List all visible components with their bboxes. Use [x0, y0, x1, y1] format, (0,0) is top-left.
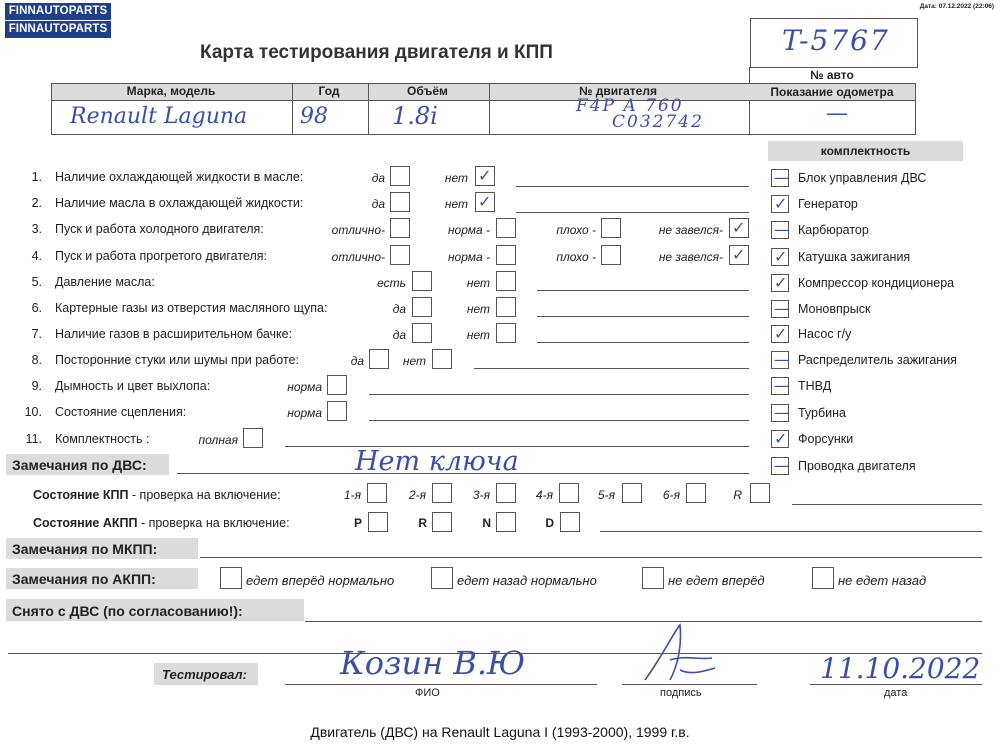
date-stamp: Дата: 07.12.2022 (22:06)	[919, 3, 994, 10]
akpp-backward-ok-checkbox[interactable]	[431, 567, 453, 589]
q8-yes-checkbox[interactable]	[369, 349, 389, 369]
q7-opt-no-label: нет	[466, 328, 490, 342]
q1-text: Наличие охлаждающей жидкости в масле:	[55, 170, 304, 184]
kpp-note-line	[792, 504, 982, 505]
logo-secondary: FINNAUTOPARTS	[5, 21, 111, 38]
kit-item-ecu-mark: —	[774, 168, 790, 187]
q4-normal-checkbox[interactable]	[496, 245, 516, 265]
q5-text: Давление масла:	[55, 275, 155, 289]
logo: FINNAUTOPARTS	[5, 3, 111, 20]
q1-num: 1.	[31, 170, 42, 184]
q8-num: 8.	[31, 353, 42, 367]
removed-label: Снято с ДВС (по согласованию!):	[12, 603, 243, 619]
q2-num: 2.	[31, 196, 42, 210]
q2-yes-checkbox[interactable]	[390, 192, 410, 212]
kpp-gear-6-label: 6-я	[662, 488, 680, 502]
q3-opt-nostart-label: не завелся-	[658, 223, 723, 237]
q1-check-mark: ✓	[478, 166, 492, 185]
page-title: Карта тестирования двигателя и КПП	[200, 42, 553, 63]
kit-item-tnvd-label: ТНВД	[798, 379, 832, 393]
q3-opt-excellent-label: отлично-	[331, 223, 385, 237]
q3-excellent-checkbox[interactable]	[390, 218, 410, 238]
akpp-gear-r-checkbox[interactable]	[432, 512, 452, 532]
tester-line	[285, 684, 597, 685]
remarks-mkpp-label: Замечания по МКПП:	[12, 541, 158, 557]
q11-text: Комплектность :	[55, 432, 150, 446]
q3-num: 3.	[31, 222, 42, 236]
kpp-gear-2-label: 2-я	[408, 488, 426, 502]
akpp-gear-r-label: R	[418, 516, 427, 530]
q8-note-line	[474, 368, 749, 369]
kpp-gear-r-label: R	[733, 488, 742, 502]
q11-full-checkbox[interactable]	[243, 428, 263, 448]
akpp-gear-d-label: D	[545, 516, 554, 530]
q5-yes-checkbox[interactable]	[412, 271, 432, 291]
q10-note-line	[369, 420, 749, 421]
q2-note-line	[516, 212, 749, 213]
q8-text: Посторонние стуки или шумы при работе:	[55, 353, 299, 367]
q1-opt-no-label: нет	[444, 171, 468, 185]
q7-note-line	[537, 342, 749, 343]
q3-text: Пуск и работа холодного двигателя:	[55, 222, 264, 236]
q10-text: Состояние сцепления:	[55, 405, 187, 419]
akpp-note-line	[600, 531, 982, 532]
q3-opt-bad-label: плохо -	[556, 223, 596, 237]
q6-no-checkbox[interactable]	[496, 297, 516, 317]
q2-opt-no-label: нет	[444, 197, 468, 211]
akpp-no-forward-checkbox[interactable]	[642, 567, 664, 589]
year-label: Год	[318, 84, 340, 98]
fio-label: ФИО	[415, 687, 440, 699]
date-value: 11.10.2022	[820, 652, 981, 685]
kit-item-ps-pump-mark: ✓	[774, 324, 788, 343]
q2-opt-yes-label: да	[371, 197, 385, 211]
kit-item-carburetor-mark: —	[774, 220, 790, 239]
q6-num: 6.	[31, 301, 42, 315]
q6-note-line	[537, 316, 749, 317]
q9-note-line	[369, 394, 749, 395]
odo-label: Показание одометра	[770, 85, 894, 99]
q4-num: 4.	[31, 249, 42, 263]
remarks-mkpp-line	[200, 557, 982, 558]
volume-value: 1.8i	[392, 102, 438, 130]
q6-yes-checkbox[interactable]	[412, 297, 432, 317]
caption: Двигатель (ДВС) на Renault Laguna I (1993-2000), 1999 г.в.	[310, 724, 690, 740]
kit-item-distributor-label: Распределитель зажигания	[798, 353, 957, 367]
akpp-gear-p-label: P	[353, 516, 362, 530]
q11-opt-full-label: полная	[198, 433, 238, 447]
kpp-label: Состояние КПП - проверка на включение:	[33, 488, 281, 502]
q9-normal-checkbox[interactable]	[327, 375, 347, 395]
kit-item-monoinjection-mark: —	[774, 299, 790, 318]
brand-value: Renault Laguna	[70, 104, 248, 129]
date-label: дата	[884, 687, 908, 699]
q4-opt-bad-label: плохо -	[556, 250, 596, 264]
q9-opt-normal-label: норма	[287, 380, 322, 394]
kit-item-wiring-mark: —	[774, 456, 790, 475]
kpp-gear-1-label: 1-я	[343, 488, 361, 502]
q4-excellent-checkbox[interactable]	[390, 245, 410, 265]
kit-item-injectors-label: Форсунки	[798, 432, 854, 446]
q11-num: 11.	[25, 432, 42, 446]
kit-item-turbine-label: Турбина	[798, 406, 846, 420]
tested-label: Тестировал:	[162, 667, 247, 682]
akpp-gear-n-label: N	[482, 516, 491, 530]
kit-item-ac-compressor-label: Компрессор кондиционера	[798, 276, 955, 290]
kit-item-coil-mark: ✓	[774, 247, 788, 266]
q9-text: Дымность и цвет выхлопа:	[55, 379, 211, 393]
kpp-gear-3-checkbox[interactable]	[496, 483, 516, 503]
q5-num: 5.	[31, 275, 42, 289]
q5-note-line	[537, 290, 749, 291]
akpp-label: Состояние АКПП - проверка на включение:	[33, 516, 290, 530]
q10-normal-checkbox[interactable]	[327, 401, 347, 421]
q4-check-mark: ✓	[732, 245, 746, 264]
engine-value-line1: F4P A 760	[576, 96, 684, 116]
q8-opt-yes-label: да	[350, 354, 364, 368]
odo-value: —	[826, 101, 848, 126]
q2-text: Наличие масла в охлаждающей жидкости:	[55, 196, 304, 210]
kpp-gear-5-checkbox[interactable]	[622, 483, 642, 503]
q6-text: Картерные газы из отверстия масляного щупа:	[55, 301, 328, 315]
akpp-backward-ok-label: едет назад нормально	[457, 573, 597, 588]
kit-title: комплектность	[820, 144, 911, 158]
kpp-gear-3-label: 3-я	[472, 488, 490, 502]
q10-opt-normal-label: норма	[287, 406, 322, 420]
kpp-gear-5-label: 5-я	[597, 488, 615, 502]
akpp-gear-n-checkbox[interactable]	[496, 512, 516, 532]
q5-opt-no-label: нет	[466, 276, 490, 290]
q4-bad-checkbox[interactable]	[601, 245, 621, 265]
q1-note-line	[516, 186, 749, 187]
q5-no-checkbox[interactable]	[496, 271, 516, 291]
q6-opt-yes-label: да	[392, 302, 406, 316]
kpp-gear-r-checkbox[interactable]	[750, 483, 770, 503]
auto-number-value: T-5767	[782, 24, 890, 57]
q1-yes-checkbox[interactable]	[390, 166, 410, 186]
kit-item-distributor-mark: —	[774, 350, 790, 369]
q2-check-mark: ✓	[478, 192, 492, 211]
q8-no-checkbox[interactable]	[432, 349, 452, 369]
q4-opt-normal-label: норма -	[447, 250, 490, 264]
kpp-gear-1-checkbox[interactable]	[367, 483, 387, 503]
remarks-dvs-value: Нет ключа	[355, 446, 519, 477]
q7-no-checkbox[interactable]	[496, 323, 516, 343]
q6-opt-no-label: нет	[466, 302, 490, 316]
kpp-gear-4-checkbox[interactable]	[559, 483, 579, 503]
q4-text: Пуск и работа прогретого двигателя:	[55, 249, 267, 263]
kit-item-tnvd-mark: —	[774, 376, 790, 395]
q9-num: 9.	[31, 379, 42, 393]
signature-label: подпись	[660, 687, 702, 699]
q7-num: 7.	[31, 327, 42, 341]
remarks-dvs-label: Замечания по ДВС:	[12, 457, 147, 473]
q3-check-mark: ✓	[732, 218, 746, 237]
q7-opt-yes-label: да	[392, 328, 406, 342]
tester-value: Козин В.Ю	[340, 644, 526, 682]
akpp-no-forward-label: не едет вперёд	[668, 573, 765, 588]
engine-value-line2: C032742	[612, 112, 704, 132]
kit-item-generator-label: Генератор	[798, 197, 858, 211]
q1-opt-yes-label: да	[371, 171, 385, 185]
q3-normal-checkbox[interactable]	[496, 218, 516, 238]
akpp-no-backward-label: не едет назад	[838, 573, 927, 588]
kpp-gear-6-checkbox[interactable]	[686, 483, 706, 503]
akpp-no-backward-checkbox[interactable]	[812, 567, 834, 589]
signature-scribble	[640, 620, 720, 690]
akpp-gear-p-checkbox[interactable]	[368, 512, 388, 532]
year-value: 98	[300, 104, 328, 129]
brand-label: Марка, модель	[126, 84, 216, 98]
q3-opt-normal-label: норма -	[447, 223, 490, 237]
q4-opt-excellent-label: отлично-	[331, 250, 385, 264]
akpp-forward-ok-checkbox[interactable]	[220, 567, 242, 589]
kpp-gear-2-checkbox[interactable]	[432, 483, 452, 503]
q7-yes-checkbox[interactable]	[412, 323, 432, 343]
volume-label: Объём	[407, 84, 448, 98]
kit-item-turbine-mark: —	[774, 403, 790, 422]
akpp-gear-d-checkbox[interactable]	[560, 512, 580, 532]
q7-text: Наличие газов в расширительном бачке:	[55, 327, 293, 341]
kit-item-ac-compressor-mark: ✓	[774, 273, 788, 292]
auto-label: № авто	[810, 68, 854, 82]
kit-item-wiring-label: Проводка двигателя	[798, 459, 916, 473]
q3-bad-checkbox[interactable]	[601, 218, 621, 238]
akpp-forward-ok-label: едет вперёд нормально	[246, 573, 395, 588]
engine-label: № двигателя	[579, 84, 657, 98]
kpp-gear-4-label: 4-я	[535, 488, 553, 502]
remarks-akpp-label: Замечания по АКПП:	[12, 571, 156, 587]
q10-num: 10.	[24, 405, 42, 419]
kit-item-generator-mark: ✓	[774, 194, 788, 213]
kit-item-monoinjection-label: Моновпрыск	[798, 302, 871, 316]
kit-item-ps-pump-label: Насос г/у	[798, 327, 852, 341]
kit-item-carburetor-label: Карбюратор	[798, 223, 869, 237]
kit-item-coil-label: Катушка зажигания	[798, 250, 911, 264]
q8-opt-no-label: нет	[402, 354, 426, 368]
kit-item-ecu-label: Блок управления ДВС	[798, 171, 927, 185]
kit-item-injectors-mark: ✓	[774, 429, 788, 448]
q4-opt-nostart-label: не завелся-	[658, 250, 723, 264]
q5-opt-yes-label: есть	[377, 276, 406, 290]
